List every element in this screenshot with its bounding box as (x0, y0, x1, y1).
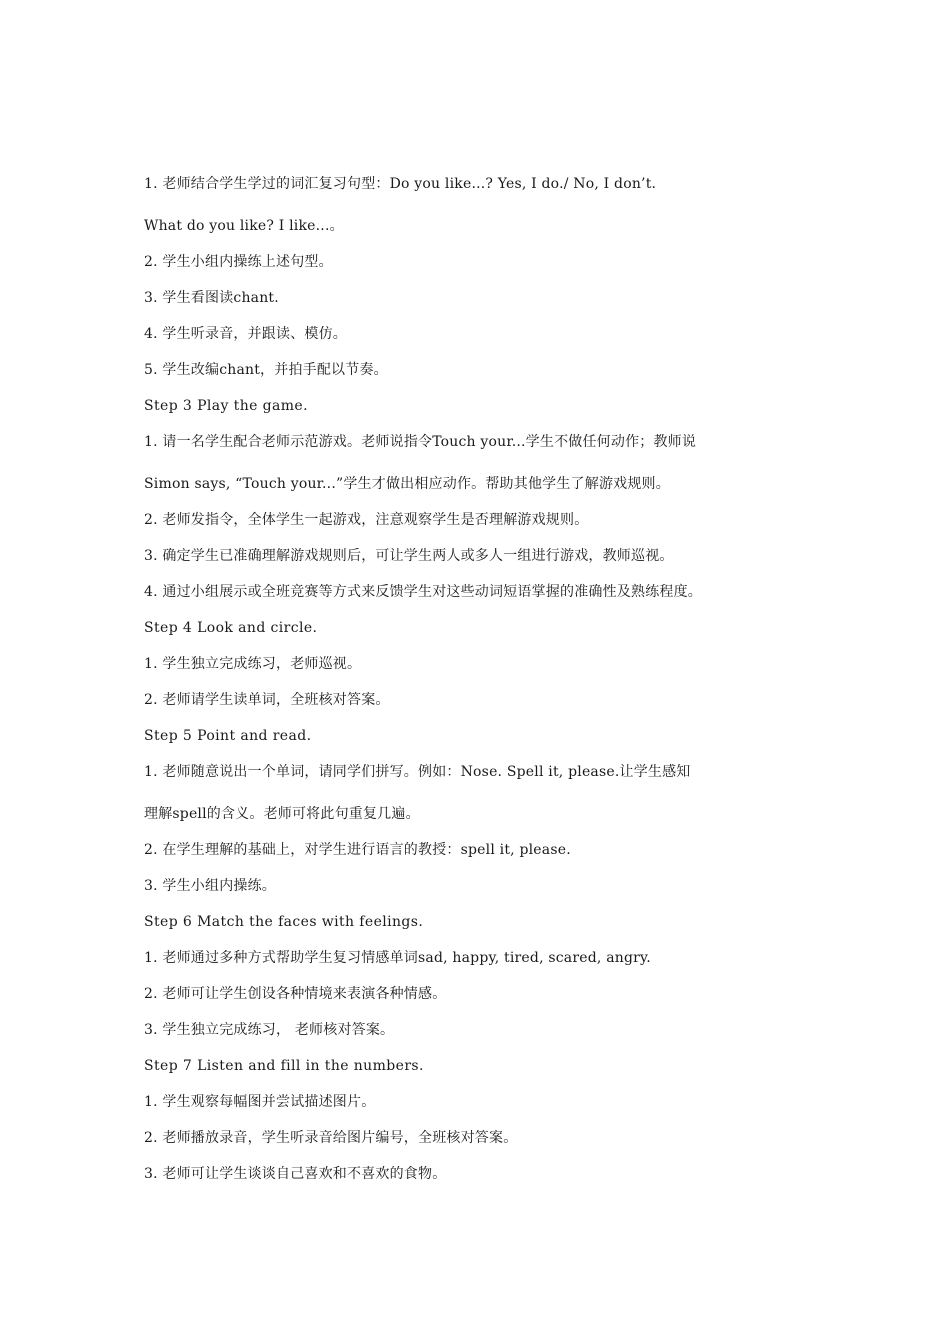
list-item: 3. 学生看图读chant. (144, 290, 279, 306)
list-item: 1. 学生观察每幅图并尝试描述图片。 (144, 1094, 376, 1110)
list-item: 2. 老师发指令，全体学生一起游戏，注意观察学生是否理解游戏规则。 (144, 512, 589, 528)
step-heading: Step 7 Listen and fill in the numbers. (144, 1058, 424, 1074)
list-item: 1. 老师通过多种方式帮助学生复习情感单词sad, happy, tired, scared, angry. (144, 950, 651, 966)
list-item: 3. 学生独立完成练习， 老师核对答案。 (144, 1022, 395, 1038)
list-item: 5. 学生改编chant，并拍手配以节奏。 (144, 362, 388, 378)
list-item: 4. 通过小组展示或全班竞赛等方式来反馈学生对这些动词短语掌握的准确性及熟练程度。 (144, 584, 703, 600)
step-heading: Step 6 Match the faces with feelings. (144, 914, 424, 930)
step-heading: Step 5 Point and read. (144, 728, 312, 744)
list-item: 2. 老师请学生读单词，全班核对答案。 (144, 692, 390, 708)
list-item: 3. 学生小组内操练。 (144, 878, 277, 894)
list-item-continuation: Simon says, “Touch your...”学生才做出相应动作。帮助其他学生了解游戏规则。 (144, 476, 670, 492)
list-item: 1. 老师结合学生学过的词汇复习句型：Do you like...? Yes, I do./ No, I don’t. (144, 176, 657, 192)
list-item-continuation: 理解spell的含义。老师可将此句重复几遍。 (144, 806, 420, 822)
list-item: 2. 在学生理解的基础上，对学生进行语言的教授：spell it, please. (144, 842, 571, 858)
list-item: 3. 老师可让学生谈谈自己喜欢和不喜欢的食物。 (144, 1166, 447, 1182)
list-item: 4. 学生听录音，并跟读、模仿。 (144, 326, 348, 342)
list-item: 1. 学生独立完成练习，老师巡视。 (144, 656, 362, 672)
list-item: 3. 确定学生已准确理解游戏规则后，可让学生两人或多人一组进行游戏，教师巡视。 (144, 548, 674, 564)
list-item: 2. 老师可让学生创设各种情境来表演各种情感。 (144, 986, 447, 1002)
list-item: 2. 老师播放录音，学生听录音给图片编号，全班核对答案。 (144, 1130, 518, 1146)
list-item-continuation: What do you like? I like...。 (144, 218, 344, 234)
step-heading: Step 4 Look and circle. (144, 620, 318, 636)
list-item: 2. 学生小组内操练上述句型。 (144, 254, 333, 270)
document-body (144, 172, 824, 1198)
list-item: 1. 请一名学生配合老师示范游戏。老师说指令Touch your...学生不做任何动作；教师说 (144, 434, 697, 450)
list-item: 1. 老师随意说出一个单词，请同学们拼写。例如：Nose. Spell it, please.让学生感知 (144, 764, 691, 780)
step-heading: Step 3 Play the game. (144, 398, 308, 414)
